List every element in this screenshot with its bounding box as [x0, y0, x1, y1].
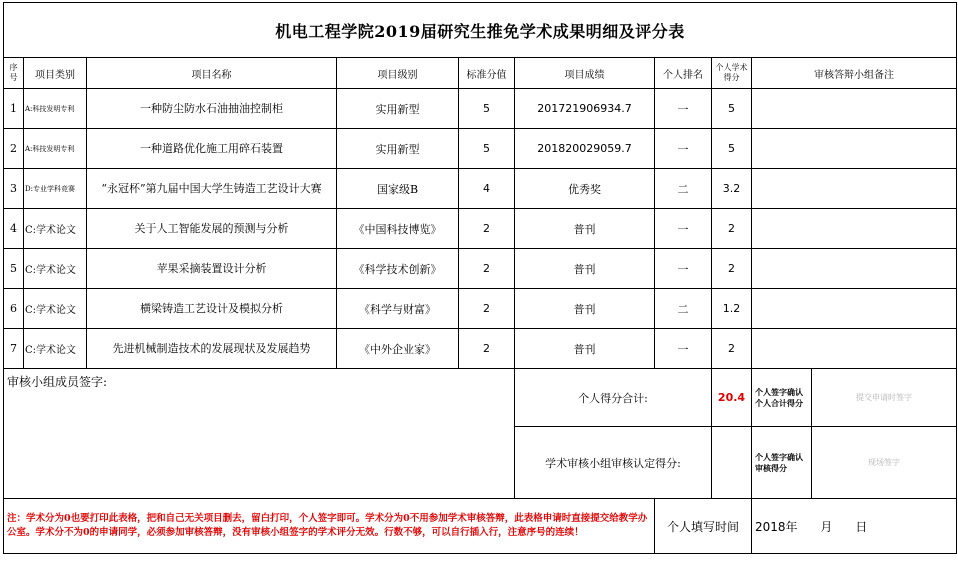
committee-score-value[interactable]	[712, 427, 752, 499]
instruction-note: 注：学术分为0也要打印此表格，把和自己无关项目删去，留白打印，个人签字即可。学术分为0不用参加学术审核答辩，此表格申请时直接提交给教学办公室。学术分不为0的申请同学，必须参加审核答辩，没有审核小组签字的学术评分无效。行数不够，可以自行插入行，注意序号的连续！	[4, 499, 655, 554]
row-category[interactable]: C:学术论文	[24, 289, 87, 329]
row-result[interactable]: 普刊	[515, 289, 655, 329]
row-level[interactable]: 《中外企业家》	[337, 329, 459, 369]
row-result[interactable]: 普刊	[515, 209, 655, 249]
row-standard-score[interactable]: 4	[459, 169, 515, 209]
row-rank[interactable]: 二	[655, 169, 712, 209]
row-score[interactable]: 2	[712, 209, 752, 249]
row-level[interactable]: 实用新型	[337, 129, 459, 169]
header-level: 项目级别	[337, 58, 459, 89]
personal-total-value[interactable]: 20.4	[712, 369, 752, 427]
confirm-total-label: 个人签字确认个人合计得分	[752, 369, 812, 427]
row-remark[interactable]	[752, 169, 957, 209]
row-seq: 4	[4, 209, 24, 249]
row-name[interactable]: 横梁铸造工艺设计及模拟分析	[87, 289, 337, 329]
row-level[interactable]: 《中国科技博览》	[337, 209, 459, 249]
header-result: 项目成绩	[515, 58, 655, 89]
row-result[interactable]: 201820029059.7	[515, 129, 655, 169]
row-rank[interactable]: 二	[655, 289, 712, 329]
row-result[interactable]: 201721906934.7	[515, 89, 655, 129]
row-score[interactable]: 1.2	[712, 289, 752, 329]
table-row	[4, 289, 957, 329]
row-score[interactable]: 5	[712, 129, 752, 169]
review-signature-label: 审核小组成员签字:	[7, 375, 108, 389]
fill-time-label: 个人填写时间	[655, 499, 752, 554]
header-rank: 个人排名	[655, 58, 712, 89]
row-remark[interactable]	[752, 249, 957, 289]
row-rank[interactable]: 一	[655, 129, 712, 169]
row-name[interactable]: 一种防尘防水石油抽油控制柜	[87, 89, 337, 129]
row-category[interactable]: A:科技发明专利	[24, 89, 87, 129]
confirm-total-signature[interactable]: 提交申请时签字	[812, 369, 957, 427]
table-row	[4, 169, 957, 209]
confirm-committee-label: 个人签字确认审核得分	[752, 427, 812, 499]
row-standard-score[interactable]: 2	[459, 209, 515, 249]
row-seq: 1	[4, 89, 24, 129]
row-result[interactable]: 优秀奖	[515, 169, 655, 209]
row-standard-score[interactable]: 5	[459, 89, 515, 129]
row-category[interactable]: C:学术论文	[24, 209, 87, 249]
row-seq: 3	[4, 169, 24, 209]
row-score[interactable]: 3.2	[712, 169, 752, 209]
review-signature-area[interactable]	[4, 369, 515, 499]
header-name: 项目名称	[87, 58, 337, 89]
row-score[interactable]: 2	[712, 329, 752, 369]
total-row	[4, 369, 957, 427]
row-level[interactable]: 《科学技术创新》	[337, 249, 459, 289]
score-sheet	[3, 2, 956, 559]
row-seq: 6	[4, 289, 24, 329]
row-standard-score[interactable]: 5	[459, 129, 515, 169]
row-name[interactable]: “永冠杯”第九届中国大学生铸造工艺设计大赛	[87, 169, 337, 209]
row-category[interactable]: A:科技发明专利	[24, 129, 87, 169]
row-rank[interactable]: 一	[655, 209, 712, 249]
row-score[interactable]: 5	[712, 89, 752, 129]
row-result[interactable]: 普刊	[515, 329, 655, 369]
row-rank[interactable]: 一	[655, 249, 712, 289]
table-row	[4, 209, 957, 249]
row-level[interactable]: 《科学与财富》	[337, 289, 459, 329]
row-name[interactable]: 关于人工智能发展的预测与分析	[87, 209, 337, 249]
row-seq: 5	[4, 249, 24, 289]
row-category[interactable]: D:专业学科竞赛	[24, 169, 87, 209]
note-row	[4, 499, 957, 554]
row-standard-score[interactable]: 2	[459, 289, 515, 329]
row-seq: 2	[4, 129, 24, 169]
row-rank[interactable]: 一	[655, 329, 712, 369]
header-seq: 序号	[4, 58, 24, 89]
page-title: 机电工程学院2019届研究生推免学术成果明细及评分表	[4, 3, 957, 58]
row-level[interactable]: 国家级B	[337, 169, 459, 209]
table-row	[4, 249, 957, 289]
table-row	[4, 329, 957, 369]
header-standard-score: 标准分值	[459, 58, 515, 89]
confirm-committee-signature[interactable]: 现场签字	[812, 427, 957, 499]
row-remark[interactable]	[752, 329, 957, 369]
row-score[interactable]: 2	[712, 249, 752, 289]
fill-date[interactable]: 2018年 月 日	[752, 499, 957, 554]
row-name[interactable]: 先进机械制造技术的发展现状及发展趋势	[87, 329, 337, 369]
header-category: 项目类别	[24, 58, 87, 89]
row-result[interactable]: 普刊	[515, 249, 655, 289]
header-remarks: 审核答辩小组备注	[752, 58, 957, 89]
row-seq: 7	[4, 329, 24, 369]
row-category[interactable]: C:学术论文	[24, 249, 87, 289]
row-name[interactable]: 苹果采摘装置设计分析	[87, 249, 337, 289]
row-standard-score[interactable]: 2	[459, 329, 515, 369]
row-name[interactable]: 一种道路优化施工用碎石装置	[87, 129, 337, 169]
row-remark[interactable]	[752, 209, 957, 249]
row-rank[interactable]: 一	[655, 89, 712, 129]
row-level[interactable]: 实用新型	[337, 89, 459, 129]
row-remark[interactable]	[752, 129, 957, 169]
row-remark[interactable]	[752, 289, 957, 329]
score-table	[3, 2, 957, 554]
personal-total-label: 个人得分合计:	[515, 369, 712, 427]
row-remark[interactable]	[752, 89, 957, 129]
table-row	[4, 89, 957, 129]
committee-score-label: 学术审核小组审核认定得分:	[515, 427, 712, 499]
row-standard-score[interactable]: 2	[459, 249, 515, 289]
row-category[interactable]: C:学术论文	[24, 329, 87, 369]
table-row	[4, 129, 957, 169]
header-row	[4, 58, 957, 89]
header-personal-score: 个人学术得分	[712, 58, 752, 89]
